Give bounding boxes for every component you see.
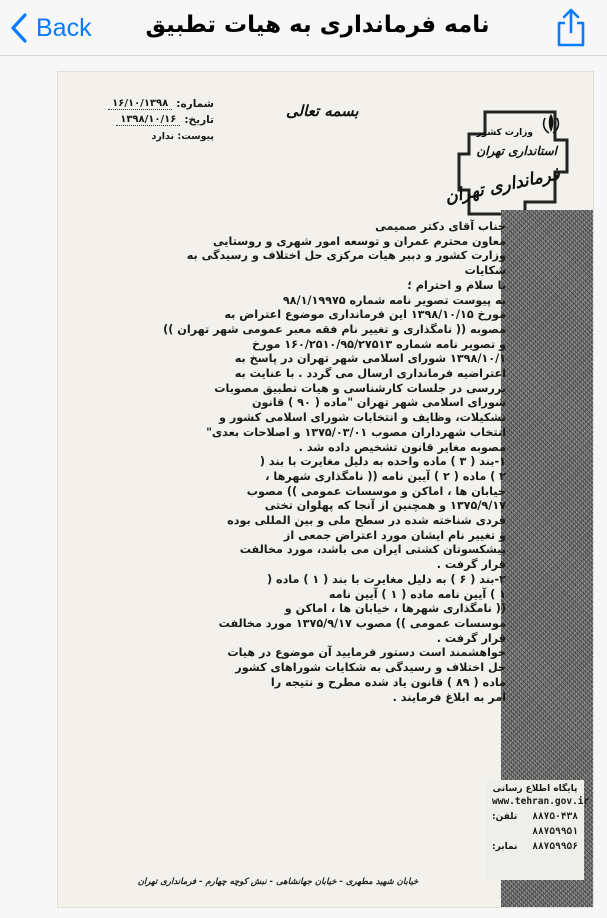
letter-line: اعتراضیه فرمانداری ارسال می گردد . با عنایت به: [234, 367, 506, 381]
letter-line: حل اختلاف و رسیدگی به شکایات شوراهای کشور: [235, 661, 506, 675]
letter-line: امر به ابلاغ فرمایند .: [392, 690, 506, 704]
ministry-logo: وزارت کشور استانداری تهران فرمانداری تهران: [455, 94, 581, 220]
page-title: نامه فرمانداری به هیات تطبیق: [145, 12, 490, 38]
letter-line: پیشکسوتان کشتی ایران می باشد، مورد مخالفت: [239, 543, 506, 557]
letter-line: ماده ( ۸۹ ) قانون یاد شده مطرح و نتیجه را: [270, 675, 506, 689]
letter-line: شورای اسلامی شهر تهران "ماده ( ۹۰ ) قانون: [251, 396, 506, 410]
letter-line: ۲ ) ماده ( ۲ ) آیین نامه (( نامگذاری شهرها ،: [265, 469, 506, 483]
letter-line: معاون محترم عمران و توسعه امور شهری و روستایی: [212, 234, 506, 248]
chevron-left-icon: [10, 13, 28, 43]
letter-line: تشکیلات، وظایف و انتخابات شورای اسلامی کشور و: [218, 411, 506, 425]
letter-line: ۱-بند ( ۳ ) ماده واحده به دلیل مغایرت با بند (: [259, 455, 506, 469]
letter-line: خواهشمند است دستور فرمایید آن موضوع در هیات: [227, 646, 506, 660]
navigation-bar: [0, 0, 607, 56]
letter-line: ۱ ) آیین نامه ماده ( ۱ ) آیین نامه: [328, 587, 506, 601]
back-button[interactable]: [10, 8, 92, 48]
letter-attachment: پیوست: ندارد: [151, 130, 214, 142]
letter-line: مصوبه مغایر قانون تشخیص داده شد .: [298, 440, 506, 454]
letter-line: خیابان ها ، اماکن و موسسات عمومی )) مصوب: [246, 484, 506, 498]
contact-box: پایگاه اطلاع رسانی www.tehran.gov.ir ۸۸۷۵۰۴۳۸ تلفن: ۸۸۷۵۹۹۵۱ ۸۸۷۵۹۹۵۶ نمابر:: [486, 780, 584, 880]
letter-line: جناب آقای دکتر صمیمی: [375, 220, 506, 233]
letter-number: شماره: ۱۶/۱۰/۱۳۹۸: [64, 96, 214, 112]
letter-line: فردی شناخته شده در سطح ملی و بین المللی بوده: [227, 514, 506, 528]
letter-line: ۲-بند ( ۶ ) به دلیل مغایرت با بند ( ۱ ) ماده (: [266, 572, 506, 586]
letter-line: و تغییر نام ایشان مورد اعتراض جمعی از: [283, 528, 506, 542]
letter-line: وزارت کشور و دبیر هیات مرکزی حل اختلاف و رسیدگی به: [186, 249, 506, 263]
letter-line: انتخاب شهرداران مصوب ۱۳۷۵/۰۳/۰۱ و اصلاحات بعدی": [206, 425, 506, 439]
letter-line: با سلام و احترام ؛: [407, 278, 506, 292]
letter-line: بررسی در جلسات کارشناسی و هیات تطبیق مصوبات: [214, 381, 506, 395]
letter-body: [66, 220, 506, 705]
letter-line: مورخ ۱۳۹۸/۱۰/۱۵ این فرمانداری موضوع اعتراض به: [224, 308, 506, 322]
phone-row-2: ۸۸۷۵۹۹۵۱: [532, 826, 578, 837]
letter-line: مصوبه (( نامگذاری و تغییر نام فقه معبر عمومی شهر تهران )): [163, 322, 506, 336]
fax-row: ۸۸۷۵۹۹۵۶ نمابر:: [492, 841, 578, 852]
share-icon[interactable]: [553, 6, 589, 48]
document-page: [58, 72, 593, 907]
letter-line: موسسات عمومی )) مصوب ۱۳۷۵/۹/۱۷ مورد مخالفت: [218, 616, 506, 630]
letter-line: به پیوست تصویر نامه شماره ۹۸/۱/۱۹۹۷۵: [282, 293, 506, 307]
letter-line: ۱۳۷۵/۹/۱۷ و همچنین از آنجا که پهلوان تختی: [264, 499, 506, 513]
letter-line: شکایات: [464, 264, 506, 278]
letter-line: و تصویر نامه شماره ۱۶۰/۲۵۱۰/۹۵/۲۷۵۱۳ مورخ: [252, 337, 506, 351]
phone-row-1: ۸۸۷۵۰۴۳۸ تلفن:: [492, 811, 578, 822]
bismillah-heading: بسمه تعالی: [286, 102, 359, 120]
website-url: www.tehran.gov.ir: [492, 796, 590, 807]
letter-meta: [64, 96, 214, 144]
letter-line: قرار گرفت .: [436, 558, 506, 572]
back-label: Back: [36, 13, 92, 42]
letter-line: قرار گرفت .: [436, 631, 506, 645]
letter-line: (( نامگذاری شهرها ، خیابان ها ، اماکن و: [284, 602, 506, 616]
letter-date: تاریخ: ۱۳۹۸/۱۰/۱۶: [64, 112, 214, 128]
address-footer: خیابان شهید مطهری - خیابان جهانشاهی - نبش کوچه چهارم - فرمانداری تهران: [137, 877, 419, 887]
letter-line: ۱۳۹۸/۱۰/۱ شورای اسلامی شهر تهران در پاسخ به: [234, 352, 506, 366]
